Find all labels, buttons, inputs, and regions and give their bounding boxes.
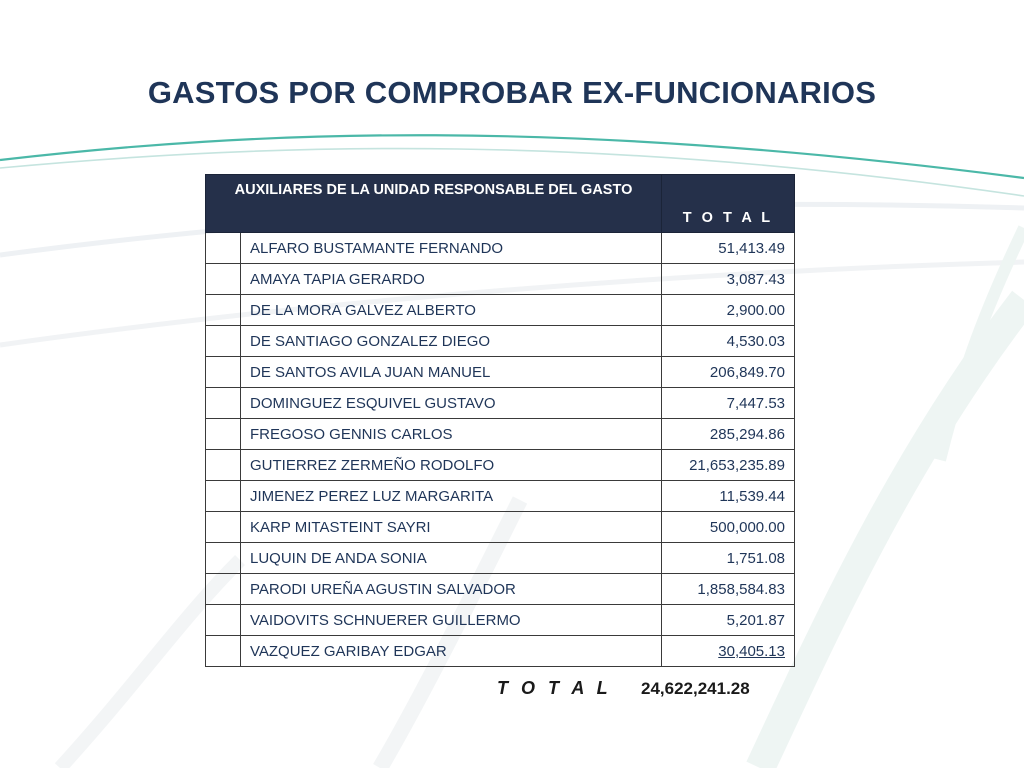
row-blank-cell (206, 233, 241, 264)
row-blank-cell (206, 326, 241, 357)
table-row (206, 450, 795, 481)
row-blank-cell (206, 357, 241, 388)
row-name: AMAYA TAPIA GERARDO (241, 264, 662, 295)
row-blank-cell (206, 419, 241, 450)
row-blank-cell (206, 388, 241, 419)
grand-total-label: T O T A L (497, 678, 612, 698)
row-blank-cell (206, 481, 241, 512)
header-auxiliares: AUXILIARES DE LA UNIDAD RESPONSABLE DEL GASTO (206, 175, 662, 233)
row-blank-cell (206, 512, 241, 543)
row-name: DOMINGUEZ ESQUIVEL GUSTAVO (241, 388, 662, 419)
gastos-table (205, 174, 795, 667)
row-amount: 5,201.87 (661, 605, 794, 636)
row-amount: 7,447.53 (661, 388, 794, 419)
row-amount-underlined (661, 636, 794, 667)
table-row (206, 419, 795, 450)
row-amount: 3,087.43 (661, 264, 794, 295)
row-name: DE SANTIAGO GONZALEZ DIEGO (241, 326, 662, 357)
table-row (206, 388, 795, 419)
row-amount-value: 30,405.13 (718, 642, 785, 660)
grand-total-value: 24,622,241.28 (641, 679, 750, 698)
table-row (206, 574, 795, 605)
row-amount: 285,294.86 (661, 419, 794, 450)
row-name: JIMENEZ PEREZ LUZ MARGARITA (241, 481, 662, 512)
row-blank-cell (206, 264, 241, 295)
row-amount: 1,858,584.83 (661, 574, 794, 605)
header-total: T O T A L (661, 175, 794, 233)
table-row (206, 295, 795, 326)
table-row (206, 264, 795, 295)
table-row (206, 326, 795, 357)
row-name: GUTIERREZ ZERMEÑO RODOLFO (241, 450, 662, 481)
row-name: VAZQUEZ GARIBAY EDGAR (241, 636, 662, 667)
table-row (206, 605, 795, 636)
row-name: LUQUIN DE ANDA SONIA (241, 543, 662, 574)
table-row (206, 512, 795, 543)
row-blank-cell (206, 574, 241, 605)
row-amount: 4,530.03 (661, 326, 794, 357)
row-blank-cell (206, 295, 241, 326)
table-header-row (206, 175, 795, 233)
row-name: VAIDOVITS SCHNUERER GUILLERMO (241, 605, 662, 636)
row-name: DE LA MORA GALVEZ ALBERTO (241, 295, 662, 326)
table-row (206, 543, 795, 574)
table-row (206, 233, 795, 264)
page-title: GASTOS POR COMPROBAR EX-FUNCIONARIOS (147, 75, 877, 110)
row-blank-cell (206, 636, 241, 667)
table-row (206, 357, 795, 388)
row-name: KARP MITASTEINT SAYRI (241, 512, 662, 543)
row-amount: 2,900.00 (661, 295, 794, 326)
table-row (206, 636, 795, 667)
row-blank-cell (206, 543, 241, 574)
row-amount: 500,000.00 (661, 512, 794, 543)
row-amount: 51,413.49 (661, 233, 794, 264)
row-name: ALFARO BUSTAMANTE FERNANDO (241, 233, 662, 264)
row-name: DE SANTOS AVILA JUAN MANUEL (241, 357, 662, 388)
row-name: PARODI UREÑA AGUSTIN SALVADOR (241, 574, 662, 605)
row-amount: 21,653,235.89 (661, 450, 794, 481)
row-amount: 1,751.08 (661, 543, 794, 574)
row-blank-cell (206, 605, 241, 636)
row-blank-cell (206, 450, 241, 481)
row-name: FREGOSO GENNIS CARLOS (241, 419, 662, 450)
table-row (206, 481, 795, 512)
row-amount: 206,849.70 (661, 357, 794, 388)
row-amount: 11,539.44 (661, 481, 794, 512)
